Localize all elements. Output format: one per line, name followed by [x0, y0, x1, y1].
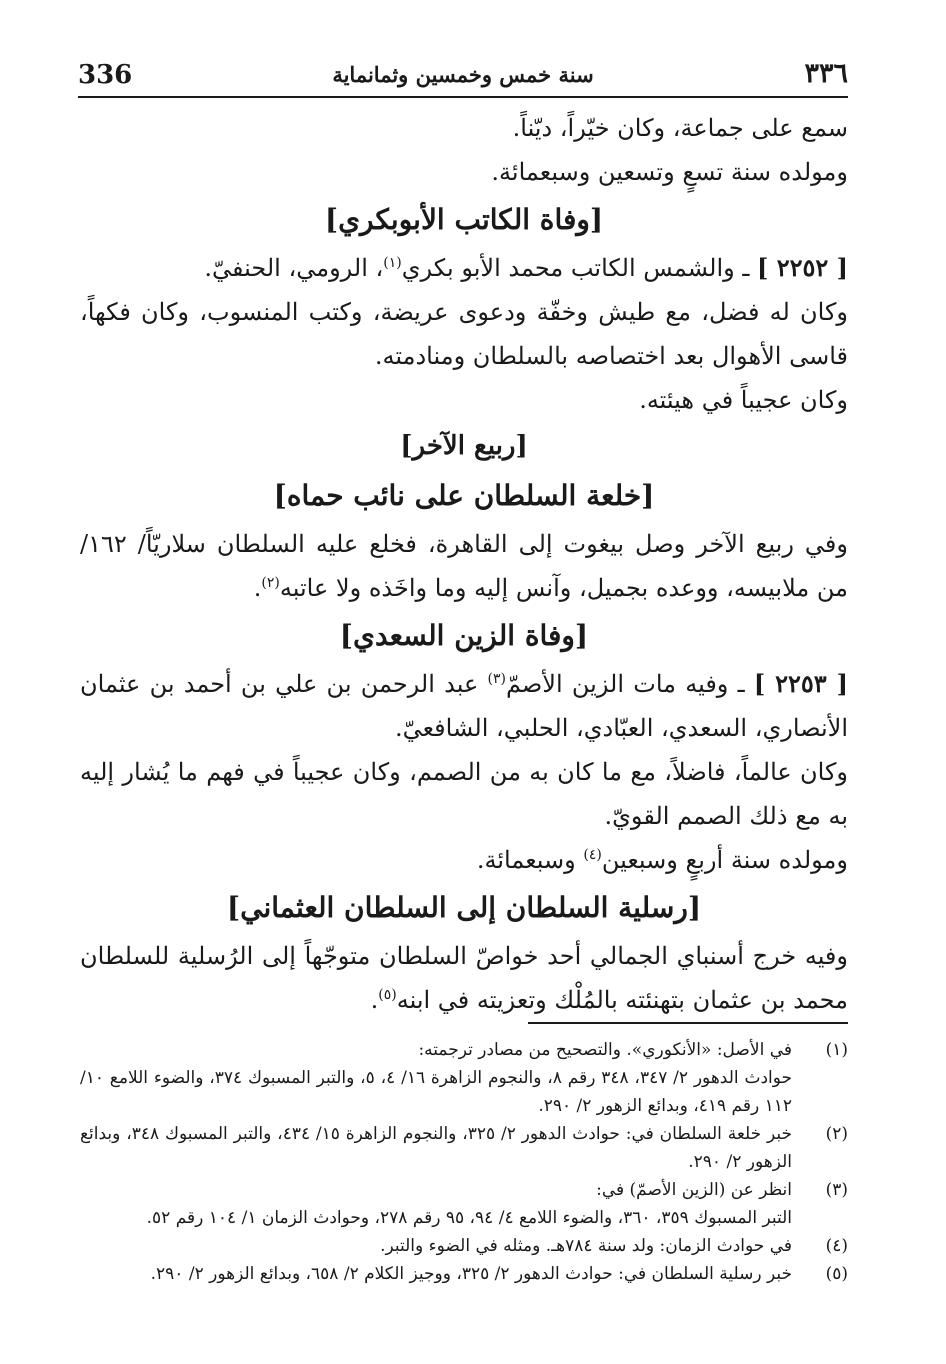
footnote-ref: (٤) — [583, 847, 602, 863]
section-heading: [رسلية السلطان إلى السلطان العثماني] — [226, 891, 702, 924]
paragraph: ومولده سنة أربعٍ وسبعين$^{(٤)}$ وسبعمائة. — [476, 846, 848, 874]
footnotes — [80, 1036, 848, 1288]
paragraph: وكان له فضل، مع طيش وخفّة ودعوى عريضة، وكتب المنسوب، وكان فكهاً، قاسى الأهوال بعد اختصاصه بالسلطان ومنادمته. — [80, 298, 848, 370]
page-number-latin: 336 — [78, 60, 133, 90]
paragraph: ومولده سنة تسعٍ وتسعين وسبعمائة. — [491, 158, 848, 186]
footnote-ref: (٥) — [378, 987, 397, 1003]
footnote-ref: (٣) — [487, 671, 506, 687]
biography-entry: [ ٢٢٥٢ ] ـ والشمس الكاتب محمد الأبو بكري$^{(١)}$، الرومي، الحنفيّ. — [204, 253, 848, 282]
biography-entry: [ ٢٢٥٣ ] ـ وفيه مات الزين الأصمّ$^{(٣)}$ عبد الرحمن بن علي بن أحمد بن عثمان الأنصاري، السعدي، العبّادي، الحلبي، الشافعيّ. — [80, 669, 848, 742]
footnote: (١) في الأصل: «الأنكوري». والتصحيح من مصادر ترجمته: حوادث الدهور ٢/ ٣٤٧، ٣٤٨ رقم ٨، والنجوم الزاهرة ١٦/ ٤، ٥، والتبر المسبوك ٣٧٤، والضوء اللامع ١٠/ ١١٢ رقم ٤١٩، وبدائع الزهور ٢/ ٢٩٠. — [80, 1036, 848, 1120]
paragraph: وكان عجيباً في هيئته. — [639, 386, 848, 414]
header-rule — [78, 96, 848, 98]
footnote-ref: (٢) — [261, 575, 280, 591]
paragraph: وفي ربيع الآخر وصل بيغوت إلى القاهرة، فخلع عليه السلطان سلاريّاً/ ١٦٢/ من ملابيسه، ووعده بجميل، وآنس إليه وما واخَذه ولا عاتبه$^{(٢)}$. — [80, 530, 848, 602]
footnote-mark: (٢) — [825, 1124, 848, 1144]
footnote-mark: (٣) — [825, 1180, 848, 1200]
footnote-separator — [528, 1022, 848, 1024]
footnote: (٥) خبر رسلية السلطان في: حوادث الدهور ٢/ ٣٢٥، ووجيز الكلام ٢/ ٦٥٨، وبدائع الزهور ٢/ ٢٩٠. — [80, 1260, 848, 1288]
section-heading: [وفاة الزين السعدي] — [339, 619, 589, 652]
footnote: (٢) خبر خلعة السلطان في: حوادث الدهور ٢/ ٣٢٥، والنجوم الزاهرة ١٥/ ٤٣٤، والتبر المسبوك ٣٤٨، وبدائع الزهور ٢/ ٢٩٠. — [80, 1120, 848, 1176]
footnote: (٣) انظر عن (الزين الأصمّ) في: التبر المسبوك ٣٥٩، ٣٦٠، والضوء اللامع ٤/ ٩٤، ٩٥ رقم ٢٧٨، وحوادث الزمان ١/ ١٠٤ رقم ٥٢. — [80, 1176, 848, 1232]
month-heading: [ربيع الآخر] — [400, 431, 528, 461]
running-header — [78, 52, 848, 96]
main-text — [80, 106, 848, 1022]
paragraph: وكان عالماً، فاضلاً، مع ما كان به من الصمم، وكان عجيباً في فهم ما يُشار إليه به مع ذلك الصمم القويّ. — [80, 758, 848, 830]
section-heading: [وفاة الكاتب الأبوبكري] — [324, 203, 604, 236]
page-number-arabic: ٣٣٦ — [804, 58, 848, 89]
footnote-mark: (٤) — [825, 1236, 848, 1256]
paragraph: وفيه خرج أسنباي الجمالي أحد خواصّ السلطان متوجّهاً إلى الرُسلية للسلطان محمد بن عثمان بتهنئته بالمُلْك وتعزيته في ابنه$^{(٥)}$. — [80, 942, 848, 1014]
paragraph: سمع على جماعة، وكان خيّراً، ديّناً. — [512, 114, 848, 142]
running-title: سنة خمس وخمسين وثمانماية — [332, 62, 594, 87]
footnote-mark: (٥) — [825, 1264, 848, 1284]
entry-number: [ ٢٢٥٣ ] — [753, 669, 848, 698]
footnote-ref: (١) — [383, 255, 402, 271]
footnote-mark: (١) — [825, 1040, 848, 1060]
entry-number: [ ٢٢٥٢ ] — [757, 253, 848, 282]
section-heading: [خلعة السلطان على نائب حماه] — [273, 479, 655, 512]
footnote: (٤) في حوادث الزمان: ولد سنة ٧٨٤هـ. ومثله في الضوء والتبر. — [80, 1232, 848, 1260]
